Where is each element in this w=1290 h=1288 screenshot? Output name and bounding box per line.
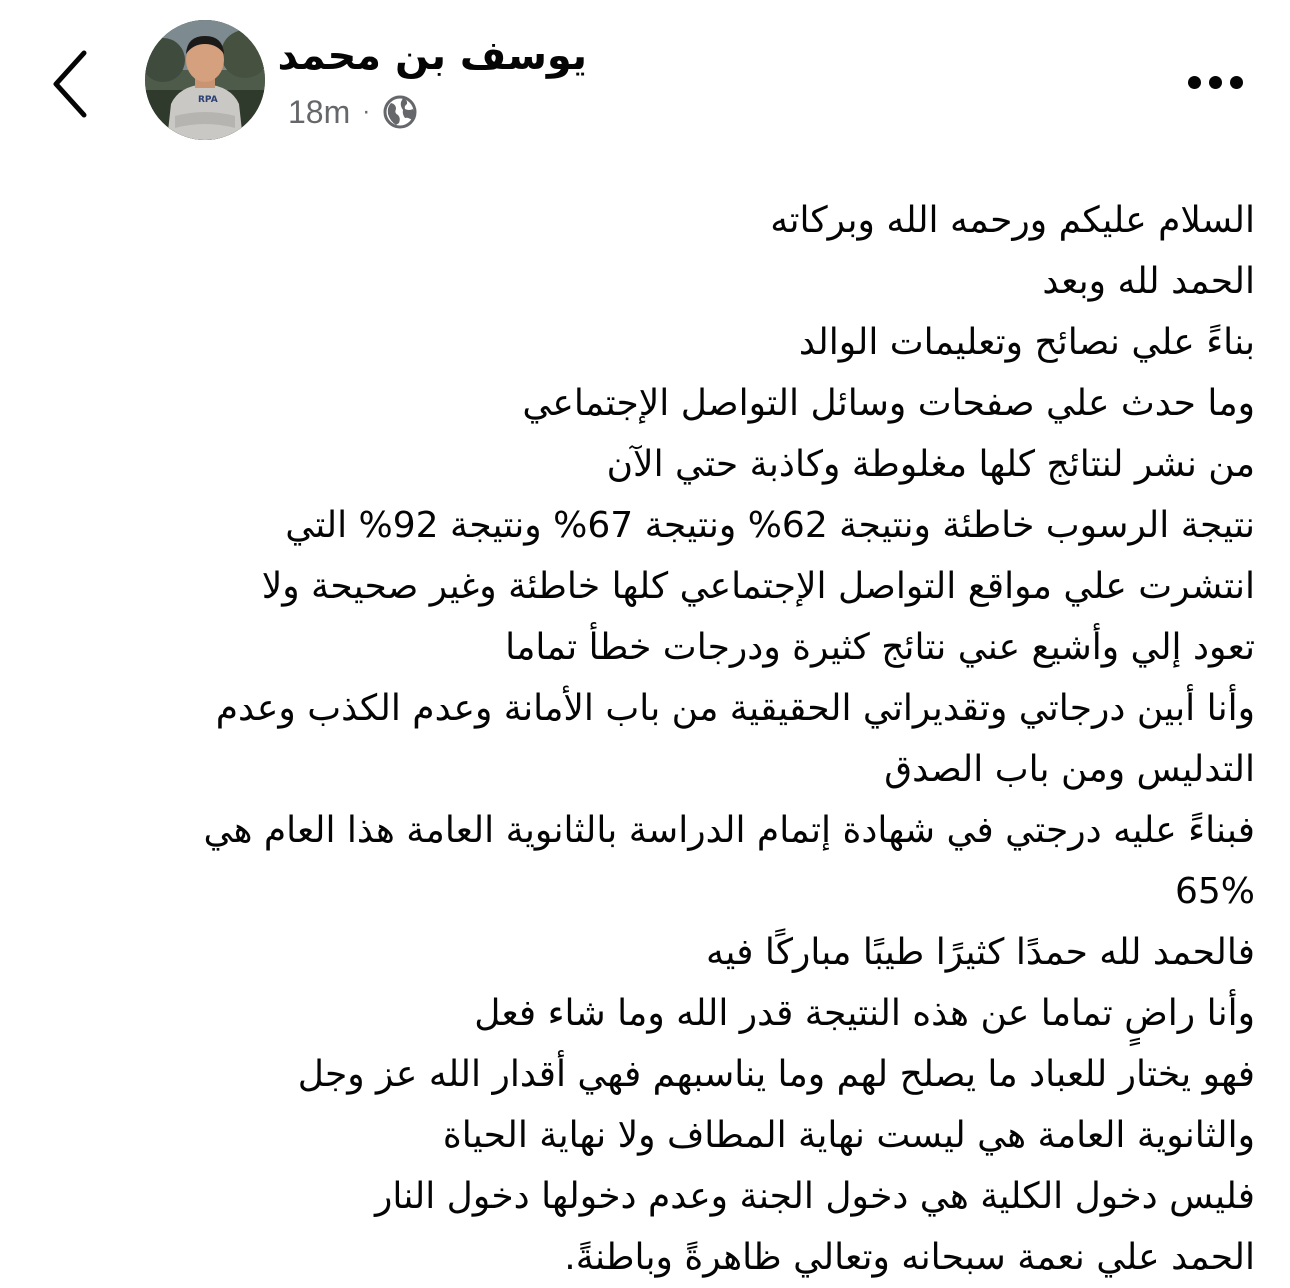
globe-icon[interactable]: [382, 94, 418, 130]
back-button[interactable]: [40, 44, 100, 124]
post-line: فبناءً عليه درجتي في شهادة إتمام الدراسة بالثانوية العامة هذا العام هي: [203, 810, 1255, 851]
post-line: 65%: [1174, 871, 1255, 912]
post-header: [0, 0, 1290, 160]
chevron-left-icon: [50, 49, 90, 119]
post-timestamp[interactable]: 18m: [288, 93, 351, 130]
post-line: السلام عليكم ورحمه الله وبركاته: [770, 200, 1255, 241]
more-options-button[interactable]: [1175, 60, 1255, 104]
more-dot-icon: [1209, 76, 1222, 89]
post-text: [40, 190, 1255, 1288]
post-line: التدليس ومن باب الصدق: [884, 749, 1255, 790]
avatar-photo: [145, 20, 265, 140]
meta-separator: ·: [362, 98, 371, 125]
post-line: بناءً علي نصائح وتعليمات الوالد: [798, 322, 1255, 363]
post-line: وأنا أبين درجاتي وتقديراتي الحقيقية من باب الأمانة وعدم الكذب وعدم: [215, 688, 1255, 729]
post-line: من نشر لنتائج كلها مغلوطة وكاذبة حتي الآن: [606, 444, 1255, 485]
post-line: فليس دخول الكلية هي دخول الجنة وعدم دخولها دخول النار: [375, 1176, 1255, 1217]
post-line: تعود إلي وأشيع عني نتائج كثيرة ودرجات خطأ تماما: [505, 627, 1255, 668]
post-meta: [288, 88, 418, 136]
post-line: وما حدث علي صفحات وسائل التواصل الإجتماعي: [522, 383, 1255, 424]
post-line: نتيجة الرسوب خاطئة ونتيجة 62% ونتيجة 67% ونتيجة 92% التي: [285, 505, 1255, 546]
author-name[interactable]: يوسف بن محمد: [277, 33, 587, 79]
post-line: وأنا راضٍ تماما عن هذه النتيجة قدر الله وما شاء فعل: [474, 993, 1255, 1034]
post-line: الحمد علي نعمة سبحانه وتعالي ظاهرةً وباطنةً.: [564, 1237, 1255, 1278]
post-line: فهو يختار للعباد ما يصلح لهم وما يناسبهم فهي أقدار الله عز وجل: [297, 1054, 1255, 1095]
more-dot-icon: [1188, 76, 1201, 89]
post-line: الحمد لله وبعد: [1042, 261, 1255, 302]
post-line: انتشرت علي مواقع التواصل الإجتماعي كلها خاطئة وغير صحيحة ولا: [261, 566, 1255, 607]
post-line: والثانوية العامة هي ليست نهاية المطاف ولا نهاية الحياة: [442, 1115, 1255, 1156]
svg-text:RPA: RPA: [198, 95, 218, 105]
avatar[interactable]: [145, 20, 265, 140]
post-line: فالحمد لله حمدًا كثيرًا طيبًا مباركًا فيه: [706, 932, 1255, 973]
more-dot-icon: [1230, 76, 1243, 89]
